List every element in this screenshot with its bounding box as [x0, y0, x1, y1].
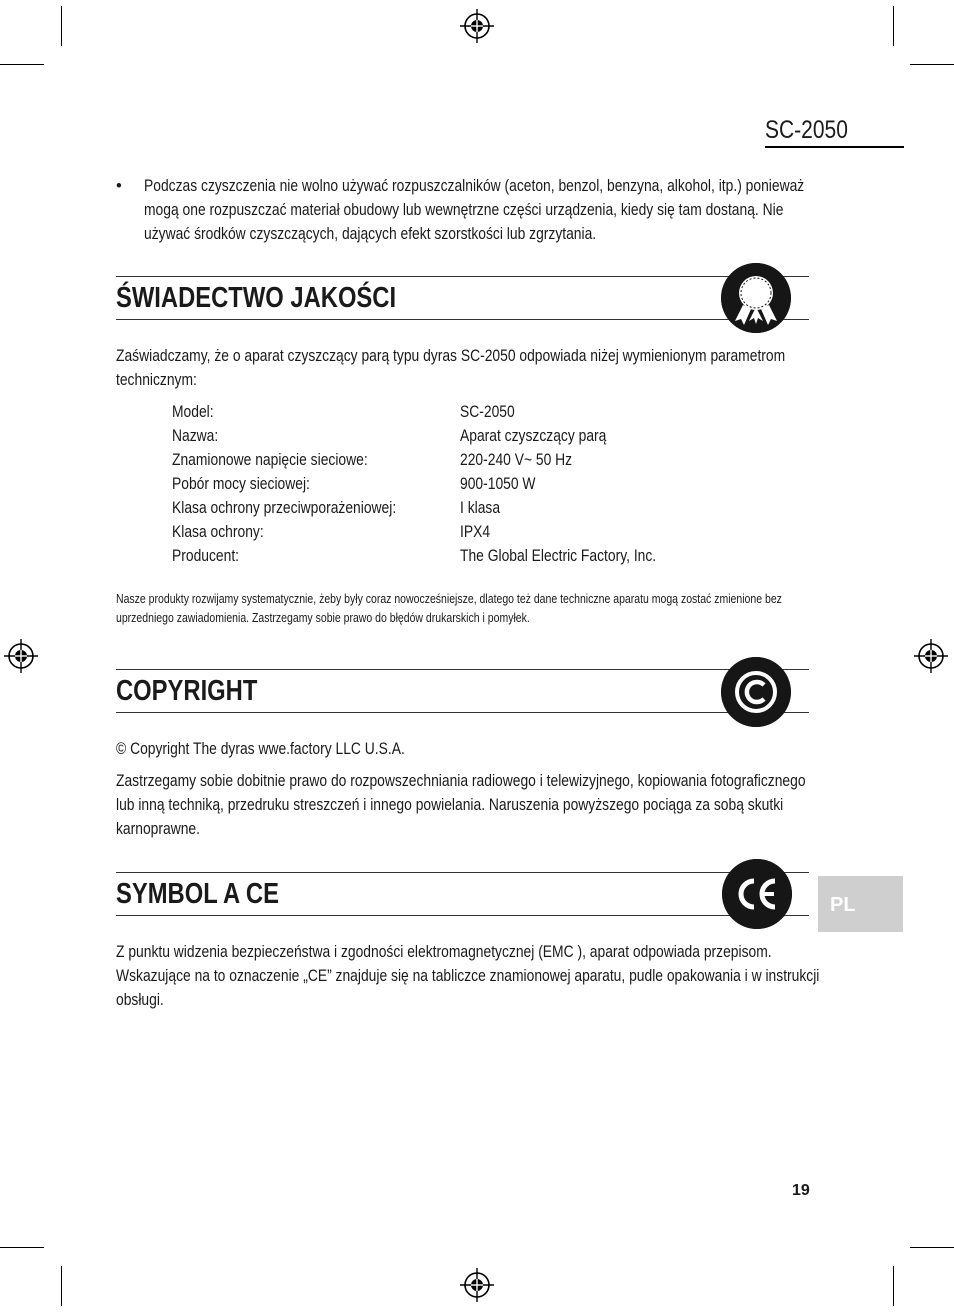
quality-intro	[116, 344, 785, 392]
text-line: Zaświadczamy, że o aparat czyszczący parą typu dyras SC-2050 odpowiada niżej wymienionym parametrom	[116, 347, 786, 365]
spec-label: Nazwa:	[172, 427, 219, 445]
section-header-copyright	[116, 669, 809, 713]
crop-mark	[910, 64, 954, 65]
copyright-line: © Copyright The dyras wwe.factory LLC U.S.A.	[116, 740, 405, 758]
copyright-body	[116, 769, 806, 841]
spec-value: IPX4	[460, 523, 491, 541]
spec-value: SC-2050	[460, 403, 515, 421]
copyright-icon	[721, 657, 791, 727]
text-line: Podczas czyszczenia nie wolno używać rozpuszczalników (aceton, benzol, benzyna, alkohol, itp.) ponieważ	[144, 177, 805, 195]
award-rosette-icon	[721, 263, 791, 333]
crop-mark	[0, 64, 44, 65]
model-header: SC-2050	[765, 116, 848, 144]
text-line: używać środków czyszczących, dających efekt szorstkości lub zgrzytania.	[144, 225, 597, 243]
text-line: Z punktu widzenia bezpieczeństwa i zgodności elektromagnetycznej (EMC ), aparat odpowiada przepisom.	[116, 943, 772, 961]
spec-value: Aparat czyszczący parą	[460, 427, 607, 445]
text-line: lub inną techniką, przedruku streszczeń i innego powielania. Naruszenia powyższego pociąga za sobą skutki	[116, 796, 784, 814]
spec-label: Model:	[172, 403, 214, 421]
spec-label: Klasa ochrony:	[172, 523, 264, 541]
bullet-marker: •	[116, 177, 122, 195]
registration-mark-icon	[914, 639, 948, 673]
intro-bullet	[116, 174, 816, 246]
spec-value: I klasa	[460, 499, 501, 517]
spec-label: Producent:	[172, 547, 240, 565]
crop-mark	[61, 6, 62, 46]
text-line: mogą one rozpuszczać materiał obudowy lub wewnętrzne części urządzenia, kiedy się tam dostaną. Nie	[144, 201, 784, 219]
registration-mark-icon	[460, 1268, 494, 1302]
text-line: Nasze produkty rozwijamy systematycznie, żeby były coraz nowocześniejsze, dlatego też dane techniczne aparatu mogą zostać zmienione bez	[116, 592, 782, 606]
spec-values	[460, 400, 656, 568]
spec-value: The Global Electric Factory, Inc.	[460, 547, 657, 565]
section-title: ŚWIADECTWO JAKOŚCI	[116, 282, 397, 314]
spec-value: 220-240 V~ 50 Hz	[460, 451, 573, 469]
registration-mark-icon	[4, 639, 38, 673]
page-number: 19	[792, 1182, 810, 1199]
text-line: karnoprawne.	[116, 820, 200, 838]
ce-mark-icon	[722, 859, 792, 929]
section-header-ce	[116, 872, 809, 916]
crop-mark	[893, 1266, 894, 1306]
quality-note	[116, 590, 782, 628]
text-line: Zastrzegamy sobie dobitnie prawo do rozpowszechniania radiowego i telewizyjnego, kopiowania fotograficznego	[116, 772, 806, 790]
text-line: obsługi.	[116, 991, 164, 1009]
section-title: COPYRIGHT	[116, 675, 258, 707]
text-line: technicznym:	[116, 371, 197, 389]
ce-body	[116, 940, 819, 1012]
spec-value: 900-1050 W	[460, 475, 536, 493]
spec-label: Pobór mocy sieciowej:	[172, 475, 310, 493]
language-tab	[818, 876, 903, 932]
section-title: SYMBOL A CE	[116, 878, 279, 910]
registration-mark-icon	[460, 9, 494, 43]
crop-mark	[0, 1247, 44, 1248]
spec-labels	[172, 400, 396, 568]
bullet-text	[144, 174, 804, 246]
section-header-quality	[116, 276, 809, 320]
header-rule	[765, 146, 904, 148]
crop-mark	[61, 1266, 62, 1306]
spec-label: Znamionowe napięcie sieciowe:	[172, 451, 368, 469]
language-tab-label: PL	[830, 894, 856, 916]
text-line: uprzedniego zawiadomienia. Zastrzegamy sobie prawo do błędów drukarskich i pomyłek.	[116, 611, 530, 625]
text-line: Wskazujące na to oznaczenie „CE” znajduje się na tabliczce znamionowej aparatu, pudle opakowania i w instrukcji	[116, 967, 820, 985]
crop-mark	[893, 6, 894, 46]
crop-mark	[910, 1247, 954, 1248]
spec-label: Klasa ochrony przeciwporażeniowej:	[172, 499, 397, 517]
